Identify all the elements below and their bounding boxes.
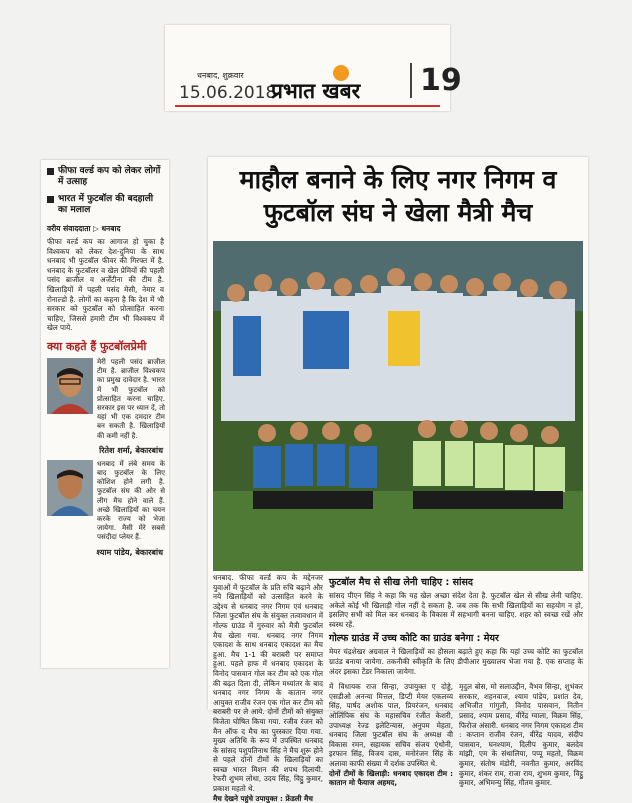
article-text: सांसद पीएन सिंह ने कहा कि यह खेल अच्छा संदेश देता है. फुटबॉल खेल से सीख लेनी चाहिए. अकेले कोई भी खिलाड़ी गोल नहीं दे सकता है. जब तक कि सभी खिलाड़ियों का सहयोग न हो, इसलिए सभी को मिल कर धनबाद के विकास में सहभागी बनना चाहिए. शहर को स्वच्छ रखें और स्वस्थ रहें. <box>329 591 583 629</box>
article-subhead-text: मैच देखने पहुंचे उपायुक्त : फ्रेंडली मैच <box>213 793 313 803</box>
lower-column-left <box>329 682 453 788</box>
article-text: धनबाद. फीफा वर्ल्ड कप के मद्देनजर युवाओं में फुटबॉल के प्रति रुचि बढ़ाने और नये खिलाड़ियों को उत्साहित करने के उद्देश्य से धनबाद नगर निगम एवं धनबाद जिला फुटबॉल संघ के संयुक्त तत्वावधान में गोल्फ ग्राउंड में गुरुवार को मैत्री फुटबॉल मैच खेला गया. धनबाद नगर निगम एकादश के साथ धनबाद एकादश का मैच हुआ. मैच 1-1 की बराबरी पर समाप्त हुआ. पहले हाफ में धनबाद एकादश के विनोद पासवान गोल कर टीम को एक गोल की बढ़त दिला दी, लेकिन मध्यांतर के बाद धनबाद नगर निगम के कातान नगर आयुक्त राजीव रंजन एक गोल कर टीम को बराबरी पर ले आये. दोनों टीमों को संयुक्त विजेता घोषित किया गया. रजीव रंजन को मैन ऑफ द मैच का पुरस्कार दिया गया. मुख्य अतिथि के रूप में उपस्थित धनबाद के सांसद पशुपतिनाथ सिंह ने मैच शुरू होने से पहले दोनों टीमों के खिलाड़ियों का स्वच्छ भारत मिशन की शपथ दिलायी. रेफरी शुभम लोधा, उदय सिंह, विट्ठु कुमार, प्रकाश महतो थे. <box>213 573 323 794</box>
bullet-text: फीफा वर्ल्ड कप को लेकर लोगों में उत्साह <box>58 166 161 187</box>
portrait-photo <box>47 460 93 516</box>
team-photo <box>213 241 583 571</box>
article-text: मेयर चंद्रशेखर अग्रवाल ने खिलाड़ियों का हौसला बढ़ाते हुए कहा कि यहां उच्च कोटि का फुटबॉल ग्राउंड बनाया जायेगा. तकनीकी स्वीकृति के लिए डीपीआर मुख्यालय भेजा गया है. एक सप्ताह के अंदर इसका टेंडर निकाला जायेगा. <box>329 647 583 676</box>
side-article-body: फीफा वर्ल्ड कप का आगाज हो चुका है विश्वकप को लेकर देश-दुनिया के साथ धनबाद भी फुटबॉल फीवर की गिरफ्त में है. धनबाद के फुटबॉलर व खेल प्रेमियों की पहली पसंद ब्राजील व अर्जेंटीना की टीम है. खिलाड़ियों में पहली पसंद मेसी, नेमार व रोनाल्डो है. लोगों का कहना है कि देश में भी सरकार को फुटबॉल को प्रोत्साहित करना चाहिए, जिससे हमारी टीम भी विश्वकप में खेल पाये. <box>47 237 164 333</box>
page-number: 19 <box>410 63 462 98</box>
bullet-headline <box>47 166 165 188</box>
quote-text: मेरी पहली पसंद ब्राजील टीम है. ब्राजील विश्वकप का प्रमुख दावेदार है. भारत में भी फुटबॉल को प्रोत्साहित करना चाहिए. सरकार इस पर ध्यान दें, तो यहां भी एक दमदार टीम बन सकती है. खिलाड़ियों की कमी नहीं है. <box>97 357 165 440</box>
side-article-clipping <box>41 160 169 668</box>
header-rule <box>175 105 440 107</box>
issue-date: 15.06.2018 <box>179 83 277 103</box>
header-clipping <box>165 25 462 111</box>
bullet-headline <box>47 194 165 216</box>
main-article-clipping <box>208 157 588 803</box>
quote-block <box>47 358 165 441</box>
box-title: क्या कहते हैं फुटबॉलप्रेमी <box>47 339 147 353</box>
quote-author: रितेश शर्मा, बेकारबांध <box>99 445 163 455</box>
subheading: फुटबॉल मैच से सीख लेनी चाहिए : सांसद <box>329 577 473 588</box>
article-subhead-text: दोनों टीमों के खिलाड़ी: धनबाद एकादश टीम : कातान मो फैयाज अहमद, <box>329 768 453 788</box>
subheading: गोल्फ ग्राउंड में उच्च कोटि का ग्राउंड बनेगा : मेयर <box>329 633 499 645</box>
article-text: मृदुल बोस, मो सलाउद्दीन, वैभव सिन्हा, शुभंकर सरकार, शहनवाज, श्याम पांडेय, प्रशांत देव, अभिजीत गांगुली, विनोद पासवान, नितीन प्रसाद, श्याम प्रसाद, वीरेंद्र ग्वाला, विक्रम सिंह, फिरोज अंसारी. धनबाद नगर निगम एकादश टीम : कप्तान राजीव रंजन, वीरेंद्र यादव, संदीप पासवान, घनश्याम, दिलीप कुमार, बलदेव मांझी, एम के संथालिया, पप्पू महतो, विक्रम कुमार, संतोष मंडोरी, नवनीत कुमार, अरविंद कुमार, शंकर राम, राजा राय, शुभम कुमार, विट्ठु कुमार, अभिमन्यु सिंह, गौतम कुमार. <box>459 682 583 788</box>
lower-columns <box>329 682 583 788</box>
lower-column-right <box>459 682 583 788</box>
article-column-1 <box>213 573 323 803</box>
article-text: में विधायक राज सिन्हा, उपायुक्त ए दोड्डे, एसडीओ अनन्या मित्तल, डिप्टी मेयर एकलव्य सिंह, पार्षद अशोक पाल, प्रियरंजन, धनबाद ओलिंपिक संघ के महासचिव रंजीत केशरी, उपाध्यक्ष रेज्ड इलेटिन्यास, अनुपम मेहता, धनबाद जिला फुटबॉल संघ के अध्यक्ष वी विकास रमन, सहायक सचिव संजय एंथोनी, इरफान सिंह, विजय दास, मनोरंजन सिंह के अलावा काफी संख्या में दर्शक उपस्थित थे. <box>329 682 453 768</box>
quote-author: श्याम पांडेय, बेकारबांध <box>96 547 163 557</box>
bullet-icon <box>47 196 54 203</box>
portrait-photo <box>47 358 93 414</box>
bullet-icon <box>47 168 54 175</box>
article-columns <box>213 573 583 803</box>
newspaper-logo: प्रभात खबर <box>271 79 361 103</box>
quote-block <box>47 460 165 543</box>
main-headline: माहौल बनाने के लिए नगर निगम व फुटबॉल संघ ने खेला मैत्री मैच <box>239 165 557 227</box>
city-day: धनबाद, शुक्रवार <box>197 71 244 80</box>
bullet-text: भारत में फुटबॉल की बदहाली का मलाल <box>58 194 154 215</box>
quote-text: धनबाद में लंबे समय के बाद फुटबॉल के लिए कोशिश होने लगी है. फुटबॉल संघ की ओर से लीग मैच होने वाले हैं. अच्छे खिलाड़ियों का चयन करके राज्य को भेजा जायेगा. मैसी मेरे सबसे पसंदीदा प्लेयर हैं. <box>97 459 165 542</box>
article-column-2 <box>329 573 583 788</box>
byline: वरीय संवाददाता ▷ धनबाद <box>47 224 121 233</box>
